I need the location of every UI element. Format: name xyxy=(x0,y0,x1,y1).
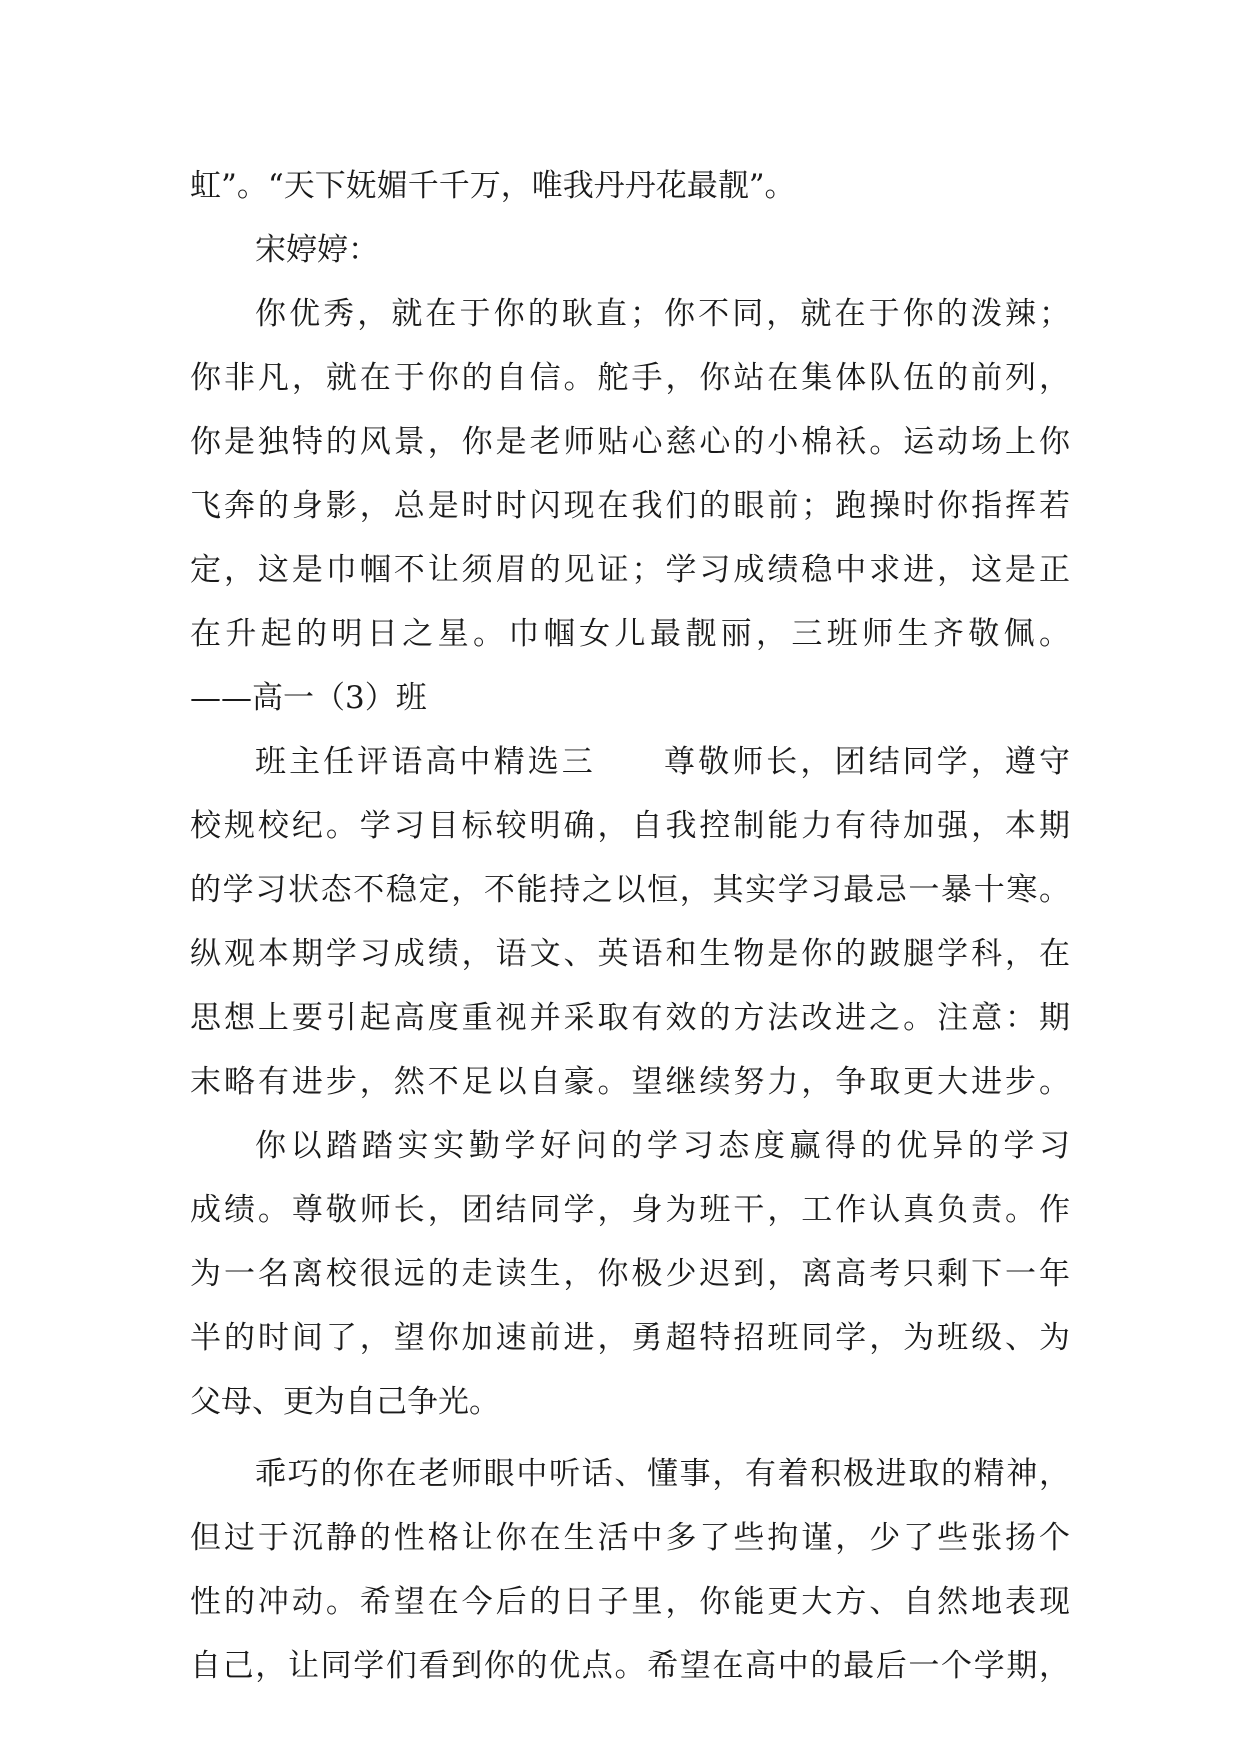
text-line: 成绩。尊敬师长，团结同学，身为班干，工作认真负责。作 xyxy=(190,1192,1070,1228)
text-line: 父母、更为自己争光。 xyxy=(190,1384,500,1420)
text-line: 性的冲动。希望在今后的日子里，你能更大方、自然地表现 xyxy=(190,1584,1070,1620)
text-line: 在升起的明日之星。巾帼女儿最靓丽，三班师生齐敬佩。 xyxy=(190,616,1070,652)
text-line: 的学习状态不稳定，不能持之以恒，其实学习最忌一暴十寒。 xyxy=(190,872,1070,908)
text-line: 末略有进步，然不足以自豪。望继续努力，争取更大进步。 xyxy=(190,1064,1070,1100)
text-line: 你非凡，就在于你的自信。舵手，你站在集体队伍的前列， xyxy=(190,360,1070,396)
text-line: 飞奔的身影，总是时时闪现在我们的眼前；跑操时你指挥若 xyxy=(190,488,1070,524)
text-line: 你是独特的风景，你是老师贴心慈心的小棉袄。运动场上你 xyxy=(190,424,1070,460)
text-line: 你优秀，就在于你的耿直；你不同，就在于你的泼辣； xyxy=(255,296,1070,332)
text-line: 半的时间了，望你加速前进，勇超特招班同学，为班级、为 xyxy=(190,1320,1070,1356)
text-line: 班主任评语高中精选三 尊敬师长，团结同学，遵守 xyxy=(255,744,1070,780)
text-line: ——高一（3）班 xyxy=(190,680,427,716)
text-line: 纵观本期学习成绩，语文、英语和生物是你的跛腿学科，在 xyxy=(190,936,1070,972)
text-line: 但过于沉静的性格让你在生活中多了些拘谨，少了些张扬个 xyxy=(190,1520,1070,1556)
text-line: 思想上要引起高度重视并采取有效的方法改进之。注意：期 xyxy=(190,1000,1070,1036)
text-line: 宋婷婷： xyxy=(255,232,379,268)
text-line: 为一名离校很远的走读生，你极少迟到，离高考只剩下一年 xyxy=(190,1256,1070,1292)
text-line: 校规校纪。学习目标较明确，自我控制能力有待加强，本期 xyxy=(190,808,1070,844)
text-line: 自己，让同学们看到你的优点。希望在高中的最后一个学期， xyxy=(190,1648,1070,1684)
text-line: 虹”。“天下妩媚千千万，唯我丹丹花最靓”。 xyxy=(190,168,796,204)
text-line: 你以踏踏实实勤学好问的学习态度赢得的优异的学习 xyxy=(255,1128,1070,1164)
text-line: 乖巧的你在老师眼中听话、懂事，有着积极进取的精神， xyxy=(255,1456,1070,1492)
text-line: 定，这是巾帼不让须眉的见证；学习成绩稳中求进，这是正 xyxy=(190,552,1070,588)
